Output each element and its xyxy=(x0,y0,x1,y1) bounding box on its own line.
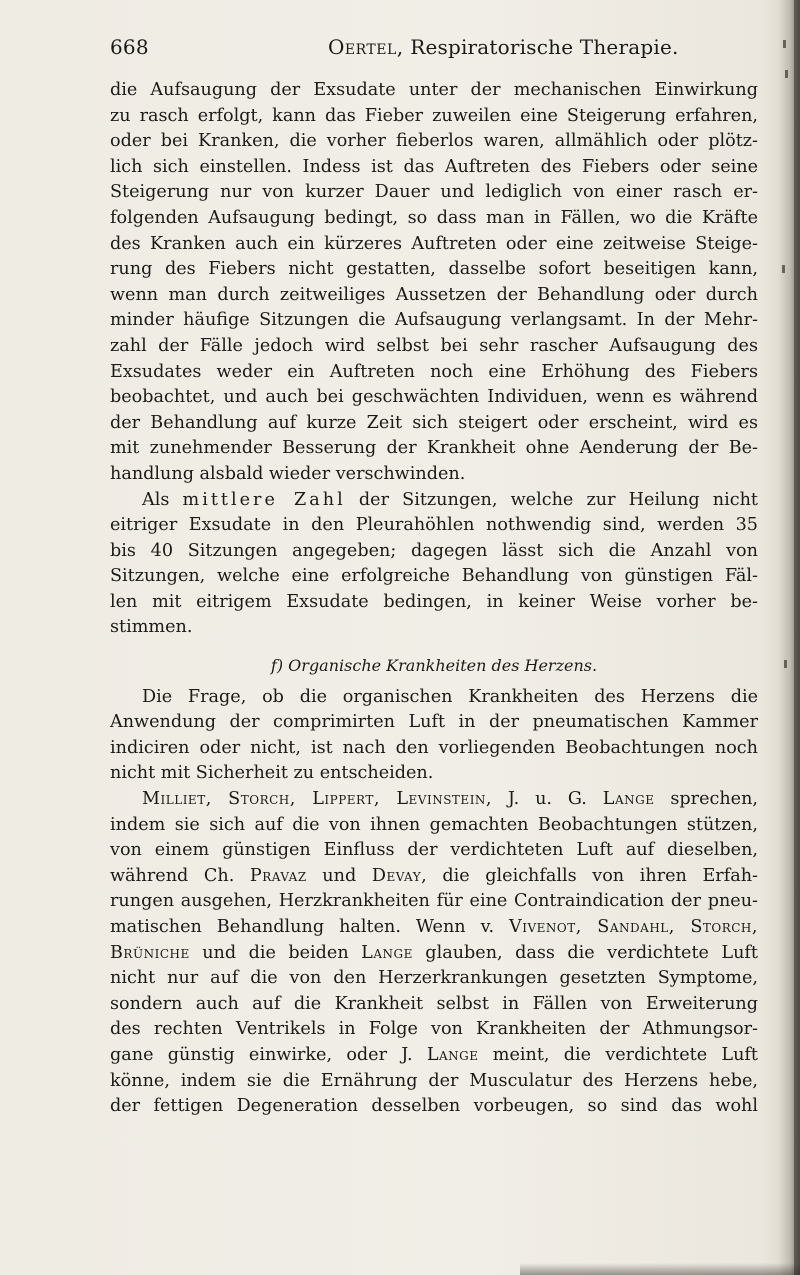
text-line: rung des Fiebers nicht gestatten, dasselbe sofort beseitigen kann, xyxy=(110,259,758,280)
text-run: Als xyxy=(142,489,183,510)
text-line: minder häufige Sitzungen die Aufsaugung verlangsamt. In der Mehr- xyxy=(110,310,758,331)
binding-edge xyxy=(794,0,800,1275)
text-line: zahl der Fälle jedoch wird selbst bei sehr rascher Aufsaugung des xyxy=(110,335,758,356)
text-line: Die Frage, ob die organischen Krankheiten des Herzens die xyxy=(142,686,758,707)
text-line: nicht nur auf die von den Herzerkrankungen gesetzten Symptome, xyxy=(110,968,758,989)
margin-mark xyxy=(783,40,786,48)
text-line: Sitzungen, welche eine erfolgreiche Behandlung von günstigen Fäl- xyxy=(110,566,758,587)
text-run: glauben, dass die verdichtete Luft xyxy=(412,942,758,963)
text-line: Steigerung nur von kurzer Dauer und lediglich von einer rasch er- xyxy=(110,182,758,203)
text-line: des rechten Ventrikels in Folge von Krankheiten der Athmungsor- xyxy=(110,1019,758,1040)
text-line: der Behandlung auf kurze Zeit sich steigert oder erscheint, wird es xyxy=(110,412,758,433)
text-line: len mit eitrigem Exsudate bedingen, in keiner Weise vorher be- xyxy=(110,591,758,612)
paragraph-3 xyxy=(110,685,758,787)
margin-mark xyxy=(784,660,787,668)
text-line: könne, indem sie die Ernährung der Musculatur des Herzens hebe, xyxy=(110,1070,758,1091)
author-names: Milliet, Storch, Lippert, Levinstein, xyxy=(142,789,493,810)
author-name: Pravaz xyxy=(249,865,307,886)
text-run: und die beiden xyxy=(189,942,362,963)
author-name: Lange xyxy=(426,1044,479,1065)
text-line: wenn man durch zeitweiliges Aussetzen der Behandlung oder durch xyxy=(110,284,758,305)
body-text xyxy=(110,78,758,1120)
text-run: und xyxy=(306,865,372,886)
page-number: 668 xyxy=(110,35,149,59)
text-line: eitriger Exsudate in den Pleurahöhlen nothwendig sind, werden 35 xyxy=(110,515,758,536)
text-line xyxy=(110,488,758,514)
paragraph-4 xyxy=(110,787,758,1120)
text-line: beobachtet, und auch bei geschwächten Individuen, wenn es während xyxy=(110,387,758,408)
running-header xyxy=(110,35,760,69)
text-line xyxy=(110,915,758,941)
text-run: , die gleichfalls von ihren Erfah- xyxy=(421,865,758,886)
running-head xyxy=(328,35,679,59)
running-head-author: Oertel, xyxy=(328,35,404,59)
bottom-edge-shadow xyxy=(520,1263,800,1275)
text-line: zu rasch erfolgt, kann das Fieber zuweilen eine Steigerung erfahren, xyxy=(110,105,758,126)
text-line: die Aufsaugung der Exsudate unter der mechanischen Einwirkung xyxy=(110,80,758,100)
author-name: Devay xyxy=(371,865,422,886)
text-run: meint, die verdichtete Luft xyxy=(478,1044,758,1065)
text-line: des Kranken auch ein kürzeres Auftreten oder eine zeitweise Steige- xyxy=(110,233,758,254)
running-head-title: Respiratorische Therapie. xyxy=(410,35,679,59)
margin-mark xyxy=(785,70,788,78)
text-line: rungen ausgehen, Herzkrankheiten für eine Contraindication der pneu- xyxy=(110,891,758,912)
text-run: sprechen, xyxy=(654,789,758,810)
section-heading: f) Organische Krankheiten des Herzens. xyxy=(270,656,598,676)
text-run: während Ch. xyxy=(110,865,250,886)
text-run: matischen Behandlung halten. Wenn v. xyxy=(110,917,510,937)
text-line xyxy=(110,941,758,967)
text-line xyxy=(110,864,758,890)
text-line: nicht mit Sicherheit zu entscheiden. xyxy=(110,763,434,784)
text-line: von einem günstigen Einfluss der verdichteten Luft auf dieselben, xyxy=(110,840,758,861)
text-run: gane günstig einwirke, oder J. xyxy=(110,1044,427,1065)
author-name: Brüniche xyxy=(110,942,190,963)
text-line: Anwendung der comprimirten Luft in der pneumatischen Kammer xyxy=(110,712,758,733)
text-line: mit zunehmender Besserung der Krankheit ohne Aenderung der Be- xyxy=(110,438,758,459)
text-line: lich sich einstellen. Indess ist das Auftreten des Fiebers oder seine xyxy=(110,156,758,177)
text-line: indiciren oder nicht, ist nach den vorliegenden Beobachtungen noch xyxy=(110,737,758,758)
author-name: Lange xyxy=(602,789,655,810)
text-run: J. u. G. xyxy=(492,789,603,810)
text-line: folgenden Aufsaugung bedingt, so dass man in Fällen, wo die Kräfte xyxy=(110,207,758,228)
margin-mark xyxy=(782,265,785,273)
text-line: Exsudates weder ein Auftreten noch eine Erhöhung des Fiebers xyxy=(110,361,758,382)
text-line xyxy=(110,787,758,813)
text-line: oder bei Kranken, die vorher fieberlos waren, allmählich oder plötz- xyxy=(110,131,758,152)
paragraph-1 xyxy=(110,78,758,488)
paragraph-2 xyxy=(110,488,758,642)
text-line: handlung alsbald wieder verschwinden. xyxy=(110,463,466,484)
text-line: sondern auch auf die Krankheit selbst in Fällen von Erweiterung xyxy=(110,993,758,1014)
text-line: indem sie sich auf die von ihnen gemachten Beobachtungen stützen, xyxy=(110,814,758,835)
emphasized-text: mittlere Zahl xyxy=(182,489,346,510)
text-line: bis 40 Sitzungen angegeben; dagegen lässt sich die Anzahl von xyxy=(110,540,758,561)
text-line: der fettigen Degeneration desselben vorbeugen, so sind das wohl xyxy=(110,1096,758,1117)
text-run: der Sitzungen, welche zur Heilung nicht xyxy=(345,489,758,510)
author-names: Vivenot, Sandahl, Storch, xyxy=(509,917,758,937)
author-name: Lange xyxy=(361,942,413,963)
text-line xyxy=(110,1043,758,1069)
text-line: stimmen. xyxy=(110,617,193,638)
